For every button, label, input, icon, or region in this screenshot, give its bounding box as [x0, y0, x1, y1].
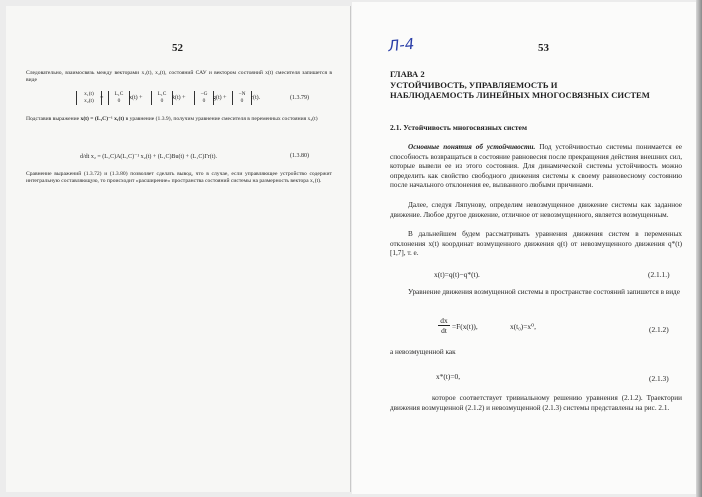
- equals-sign: =: [100, 95, 104, 101]
- left-page: [6, 6, 351, 492]
- handwritten-note: Л-4: [387, 34, 416, 56]
- equation-number: (2.1.2): [649, 325, 669, 334]
- page-number: 52: [172, 42, 183, 54]
- paragraph: [390, 143, 682, 191]
- paragraph: а невозмущенной как: [390, 348, 456, 356]
- section-title: 2.1. Устойчивость многосвязных систем: [390, 123, 528, 132]
- paragraph: [26, 116, 332, 123]
- inline-formula: x(t) = (L₁C)⁻¹ x₁(t): [80, 116, 125, 122]
- equation: d/dt x₂ = (L₁C)A(L₁C)⁻¹ x₂(t) + (L₁C)Bu(t) + (L₁C)Γr(t).: [80, 154, 217, 160]
- equation-term: g(t) +: [213, 95, 227, 101]
- equation-matrix: L₁C 0: [108, 91, 130, 105]
- equation-term: x(t) +: [129, 95, 143, 101]
- paragraph-text: Подставив выражение: [26, 116, 80, 122]
- right-page: [352, 2, 698, 494]
- paragraph-text: Под устойчивостью системы понимается ее способность возвращаться в состояние равновесия после прекращения действия внешних сил, которые вывели ее из этого состояния. Для динамической системы устойчивость можно определить как свойство свободного движения системы к своему равновесному состоянию после начального отклонения ее, вызванного любыми причинами.: [390, 143, 682, 190]
- chapter-title: ГЛАВА 2 УСТОЙЧИВОСТЬ, УПРАВЛЯЕМОСТЬ И НАБЛЮДАЕМОСТЬ ЛИНЕЙНЫХ МНОГОСВЯЗНЫХ СИСТЕМ: [390, 69, 650, 100]
- equation-term: r(t).: [251, 95, 261, 101]
- paragraph: В дальнейшем будем рассматривать уравнения движения систем в переменных отклонения x(t) координат возмущенного движения q(t) от невозмущенного движения q*(t) [1,7], т. е.: [390, 230, 682, 258]
- equation: x(t)=q(t)−q*(t).: [434, 270, 480, 279]
- paragraph: Уравнение движения возмущенной системы в пространстве состояний запишется в виде: [408, 288, 680, 296]
- paragraph: Сравнение выражений (1.3.72) и (1.3.80) позволяет сделать вывод, что в случае, если управляющее устройство содержит интегральную составляющую, то происходит «расширение» пространства состояний системы на размерность вектора x₁(t).: [26, 171, 332, 184]
- fraction: [438, 316, 450, 335]
- equation-number: (2.1.3): [649, 374, 669, 383]
- paragraph-text: в уравнение (1.3.9), получим уравнение смесителя в переменных состояния x₂(t): [125, 116, 318, 122]
- equation-vector: x₁(t) x₂(t): [76, 91, 102, 105]
- equation: x*(t)=0,: [436, 372, 461, 381]
- equation-number: (2.1.1.): [648, 270, 670, 279]
- page-edge-shadow: [696, 0, 702, 497]
- equation-number: (1.3.80): [290, 153, 309, 159]
- paragraph: которое соответствует тривиальному решению уравнения (2.1.2). Траектории движения возмущенной (2.1.2) и невозмущенной (2.1.3) системы представлены на рис. 2.1.: [390, 394, 682, 412]
- fraction-denominator: dt: [438, 325, 450, 335]
- equation-term: ẋ(t) +: [172, 95, 186, 101]
- term-heading: Основные понятия об устойчивости.: [408, 143, 536, 151]
- equation-number: (1.3.79): [290, 95, 309, 101]
- equation-matrix: L₁C 0: [151, 91, 173, 105]
- fraction-numerator: dx: [440, 316, 448, 325]
- equation-matrix: −G 0: [194, 91, 214, 105]
- equation-matrix: −N 0: [232, 91, 252, 105]
- paragraph: Далее, следуя Ляпунову, определим невозмущенное движение системы как заданное движение. Любое другое движение, отличное от невозмущенного, является возмущенным.: [390, 201, 682, 219]
- equation-term: =F(x(t)),: [452, 322, 478, 331]
- paragraph: Следовательно, взаимосвязь между векторами x₁(t), x₂(t), состояний САУ и вектором состояний x(t) смесителя запишется в виде: [26, 70, 332, 83]
- page-number: 53: [538, 42, 549, 54]
- equation-term: x(t₀)=x⁰,: [510, 322, 536, 331]
